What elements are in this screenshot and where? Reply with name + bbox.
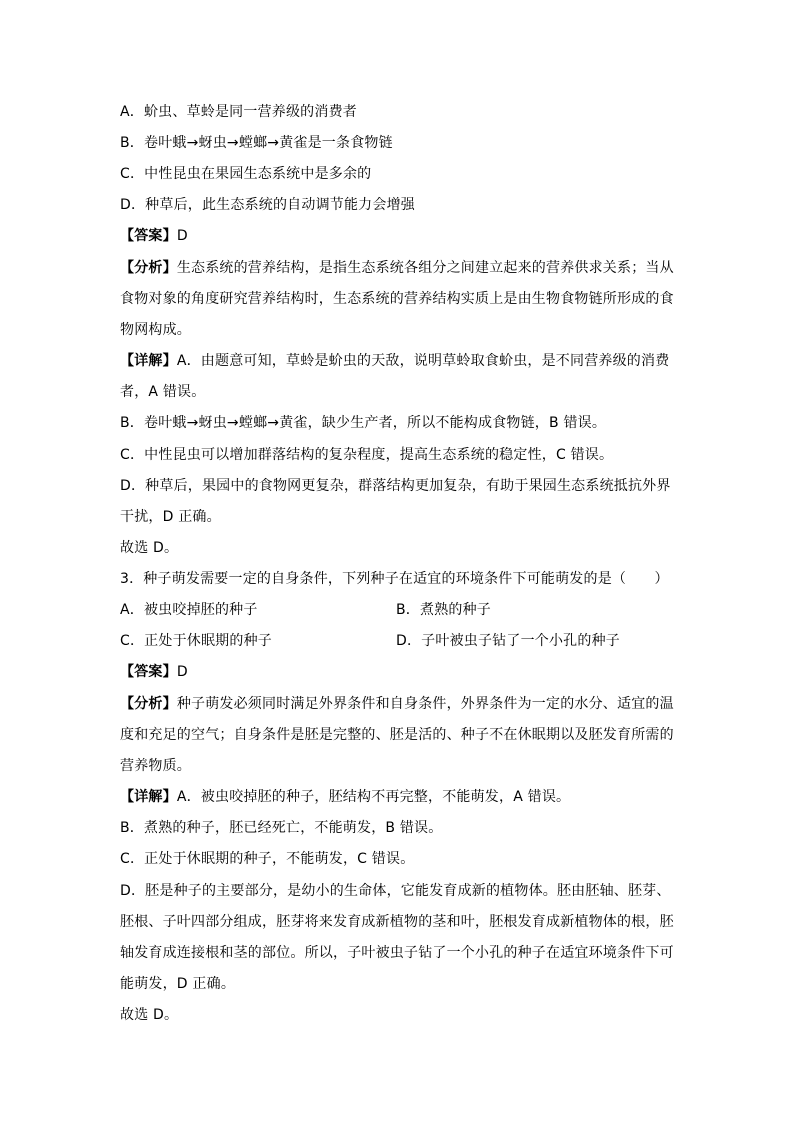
answer-line [120, 664, 188, 680]
detail-line-1 [120, 789, 570, 805]
detail-line-6: 轴发育成连接根和茎的部位。所以，子叶被虫子钻了一个小孔的种子在适宜环境条件下可 [120, 945, 674, 961]
option-c: C．中性昆虫在果园生态系统中是多余的 [120, 166, 372, 182]
answer-tag: 【答案】 [120, 664, 177, 680]
analysis-line-3: 物网构成。 [120, 322, 191, 338]
option-d: D．子叶被虫子钻了一个小孔的种子 [396, 633, 620, 649]
detail-line-4: C．中性昆虫可以增加群落结构的复杂程度，提高生态系统的稳定性，C 错误。 [120, 447, 614, 463]
analysis-line-1 [120, 260, 674, 276]
detail-line-1 [120, 353, 669, 369]
answer-tag: 【答案】 [120, 228, 177, 244]
conclusion-line: 故选 D。 [120, 540, 179, 556]
detail-tag: 【详解】 [120, 353, 177, 369]
detail-line-2: B．煮熟的种子，胚已经死亡，不能萌发，B 错误。 [120, 820, 443, 836]
option-c: C．正处于休眠期的种子 [120, 633, 272, 649]
conclusion-line: 故选 D。 [120, 1007, 179, 1023]
answer-line [120, 228, 188, 244]
answer-value: D [176, 228, 188, 244]
analysis-tag: 【分析】 [120, 696, 177, 712]
question-stem: 3．种子萌发需要一定的自身条件，下列种子在适宜的环境条件下可能萌发的是（ ） [120, 571, 669, 587]
detail-line-5: 胚根、子叶四部分组成，胚芽将来发育成新植物的茎和叶，胚根发育成新植物体的根，胚 [120, 914, 674, 930]
option-d: D．种草后，此生态系统的自动调节能力会增强 [120, 197, 415, 213]
detail-line-5: D．种草后，果园中的食物网更复杂，群落结构更加复杂，有助于果园生态系统抵抗外界 [120, 478, 671, 494]
detail-line-3: B．卷叶蛾→蚜虫→螳螂→黄雀，缺少生产者，所以不能构成食物链，B 错误。 [120, 415, 607, 431]
answer-value: D [176, 664, 188, 680]
analysis-tag: 【分析】 [120, 260, 177, 276]
analysis-text: 种子萌发必须同时满足外界条件和自身条件，外界条件为一定的水分、适宜的温 [176, 696, 674, 712]
detail-line-4: D．胚是种子的主要部分，是幼小的生命体，它能发育成新的植物体。胚由胚轴、胚芽、 [120, 883, 671, 899]
analysis-line-1 [120, 696, 674, 712]
detail-line-6: 干扰，D 正确。 [120, 509, 221, 525]
analysis-line-2: 食物对象的角度研究营养结构时，生态系统的营养结构实质上是由生物食物链所形成的食 [120, 291, 674, 307]
detail-line-7: 能萌发，D 正确。 [120, 976, 236, 992]
option-b: B．卷叶蛾→蚜虫→螳螂→黄雀是一条食物链 [120, 135, 393, 151]
detail-tag: 【详解】 [120, 789, 177, 805]
detail-line-2: 者，A 错误。 [120, 384, 206, 400]
analysis-line-2: 度和充足的空气；自身条件是胚是完整的、胚是活的、种子不在休眠期以及胚发育所需的 [120, 727, 674, 743]
analysis-line-3: 营养物质。 [120, 758, 191, 774]
detail-text: A．被虫咬掉胚的种子，胚结构不再完整，不能萌发，A 错误。 [176, 789, 571, 805]
option-a: A．被虫咬掉胚的种子 [120, 602, 258, 618]
analysis-text: 生态系统的营养结构，是指生态系统各组分之间建立起来的营养供求关系；当从 [176, 260, 674, 276]
detail-text: A．由题意可知，草蛉是蚧虫的天敌，说明草蛉取食蚧虫，是不同营养级的消费 [176, 353, 670, 369]
option-b: B．煮熟的种子 [396, 602, 492, 618]
option-a: A．蚧虫、草蛉是同一营养级的消费者 [120, 104, 357, 120]
detail-line-3: C．正处于休眠期的种子，不能萌发，C 错误。 [120, 851, 415, 867]
